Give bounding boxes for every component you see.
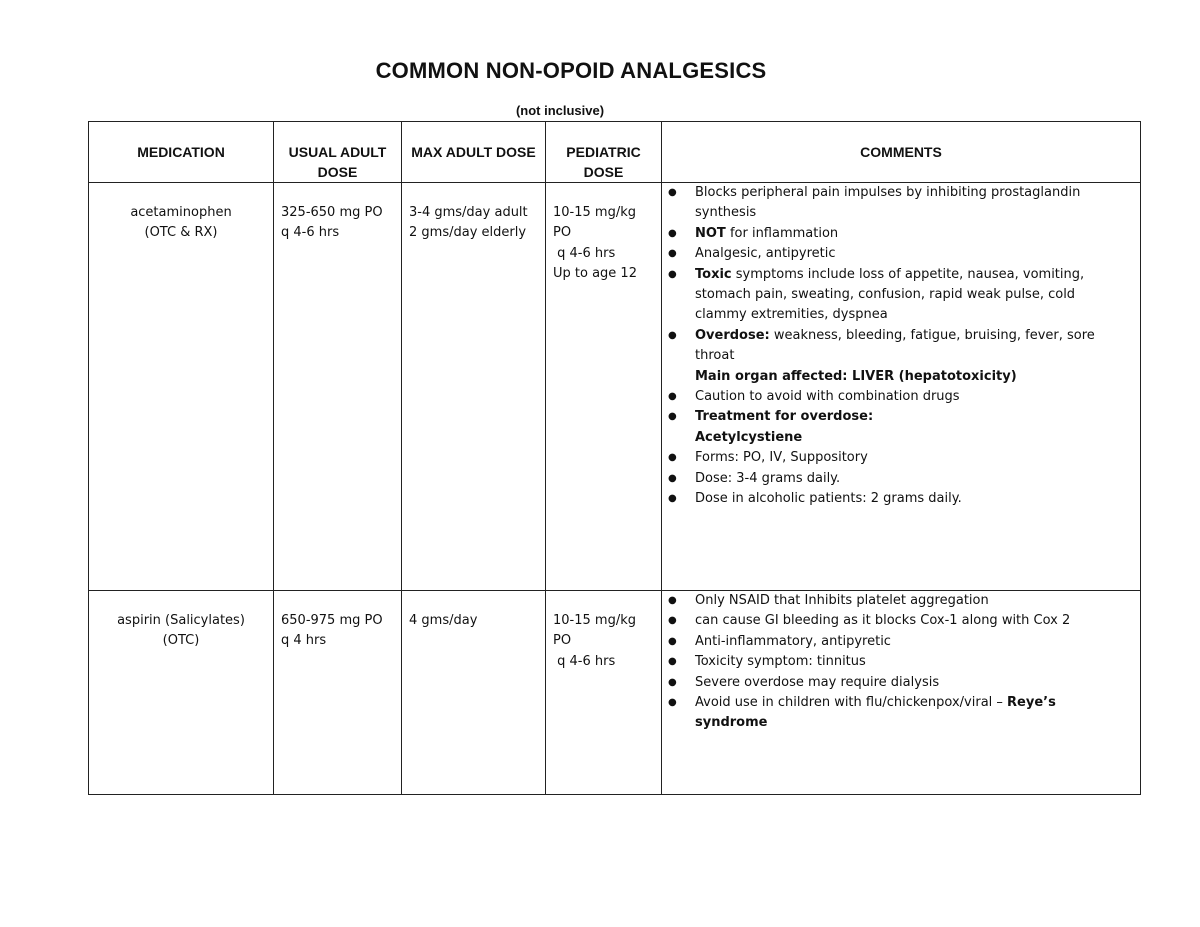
bullet-icon: ●: [668, 472, 677, 484]
bullet-icon: ●: [668, 248, 677, 260]
document-title: COMMON NON-OPOID ANALGESICS: [375, 58, 767, 83]
cell-medication: aspirin (Salicylates) (OTC): [89, 591, 274, 795]
list-item: ● NOT for inflammation: [695, 224, 1134, 244]
table-row-aspirin: [89, 591, 1141, 795]
bullet-icon: ●: [668, 268, 677, 280]
list-item: ● Caution to avoid with combination drugs: [695, 387, 1134, 407]
cell-max-adult-dose: 4 gms/day: [402, 591, 546, 795]
cell-usual-adult-dose: 325-650 mg PO q 4-6 hrs: [274, 183, 402, 591]
bullet-icon: ●: [668, 676, 677, 688]
cell-comments: [662, 183, 1141, 591]
bullet-icon: ●: [668, 187, 677, 198]
list-item: ● Toxic symptoms include loss of appetite, nausea, vomiting, stomach pain, sweating, confusion, rapid weak pulse, cold clammy extremities, dyspnea: [668, 266, 1085, 323]
header-medication: MEDICATION: [89, 122, 274, 183]
list-item: ● Dose: 3-4 grams daily.: [695, 469, 1134, 489]
bullet-icon: ●: [668, 656, 677, 668]
bullet-icon: ●: [668, 329, 677, 341]
bullet-icon: ●: [668, 452, 677, 464]
bullet-icon: ●: [668, 595, 677, 606]
list-item: ● Forms: PO, IV, Suppository: [695, 448, 1134, 468]
cell-medication: acetaminophen (OTC & RX): [89, 183, 274, 591]
header-max-adult-dose: MAX ADULT DOSE: [402, 122, 546, 183]
bullet-icon: ●: [668, 411, 677, 423]
cell-max-adult-dose: 3-4 gms/day adult 2 gms/day elderly: [402, 183, 546, 591]
list-item: ● Only NSAID that Inhibits platelet aggregation: [695, 591, 1134, 611]
analgesics-table: [88, 121, 1141, 795]
header-comments: COMMENTS: [662, 122, 1141, 183]
header-row: [89, 122, 1141, 183]
cell-comments: [662, 591, 1141, 795]
list-item: ● Severe overdose may require dialysis: [695, 673, 1134, 693]
bullet-icon: ●: [668, 697, 677, 709]
bullet-icon: ●: [668, 615, 677, 627]
list-item: ● Avoid use in children with flu/chickenpox/viral – Reye’s syndrome: [668, 695, 1056, 731]
bullet-icon: ●: [668, 227, 677, 239]
document-subtitle: (not inclusive): [515, 103, 605, 118]
cell-pediatric-dose: 10-15 mg/kg PO q 4-6 hrs: [546, 591, 662, 795]
list-item: ● Toxicity symptom: tinnitus: [695, 652, 1134, 672]
header-usual-adult-dose: USUAL ADULT DOSE: [274, 122, 402, 183]
table-row-acetaminophen: [89, 183, 1141, 591]
bullet-icon: ●: [668, 493, 677, 505]
list-item: ● Blocks peripheral pain impulses by inhibiting prostaglandin synthesis: [668, 185, 1081, 221]
list-item: ● can cause GI bleeding as it blocks Cox-1 along with Cox 2: [695, 611, 1134, 631]
cell-pediatric-dose: 10-15 mg/kg PO q 4-6 hrs Up to age 12: [546, 183, 662, 591]
list-item: ● Dose in alcoholic patients: 2 grams daily.: [695, 489, 1134, 509]
cell-usual-adult-dose: 650-975 mg PO q 4 hrs: [274, 591, 402, 795]
bullet-icon: ●: [668, 391, 677, 403]
bullet-icon: ●: [668, 635, 677, 647]
list-item: ● Overdose: weakness, bleeding, fatigue, bruising, fever, sore throat Main organ affected: LIVER (hepatotoxicity): [668, 327, 1095, 384]
header-pediatric-dose: PEDIATRIC DOSE: [546, 122, 662, 183]
list-item: ● Analgesic, antipyretic: [695, 244, 1134, 264]
list-item: ● Treatment for overdose: Acetylcystiene: [668, 409, 874, 445]
list-item: ● Anti-inflammatory, antipyretic: [695, 632, 1134, 652]
